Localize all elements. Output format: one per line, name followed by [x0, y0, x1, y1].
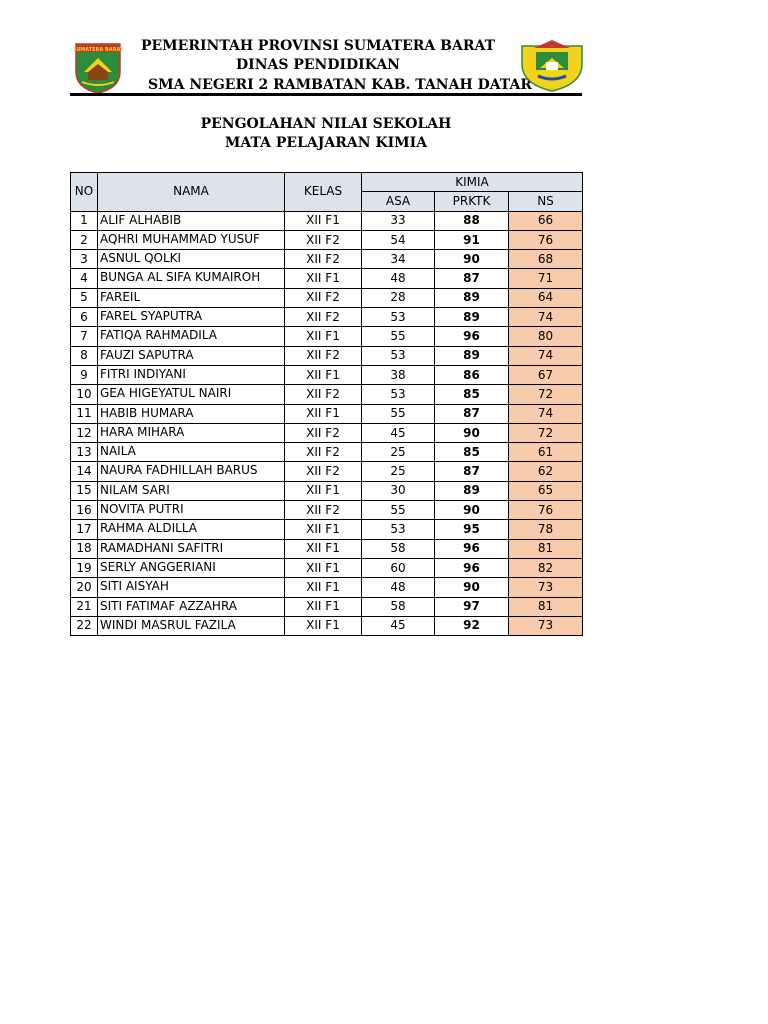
row-nama: GEA HIGEYATUL NAIRI	[98, 385, 285, 404]
header-kelas: KELAS	[285, 173, 362, 212]
row-kelas: XII F1	[285, 365, 362, 384]
row-prktk: 90	[435, 578, 509, 597]
table-row	[71, 346, 583, 365]
row-prktk: 88	[435, 211, 509, 230]
row-nama: ASNUL QOLKI	[98, 250, 285, 269]
row-prktk: 90	[435, 250, 509, 269]
table-row	[71, 539, 583, 558]
header-kimia-group: KIMIA	[362, 173, 583, 192]
row-asa: 53	[362, 308, 435, 327]
row-asa: 45	[362, 423, 435, 442]
logo-lettering: SUMATERA BARAT	[74, 47, 122, 53]
table-row	[71, 308, 583, 327]
row-no: 14	[71, 462, 98, 481]
header-no: NO	[71, 173, 98, 212]
row-kelas: XII F1	[285, 481, 362, 500]
row-no: 16	[71, 501, 98, 520]
row-asa: 60	[362, 558, 435, 577]
row-kelas: XII F2	[285, 501, 362, 520]
table-row	[71, 558, 583, 577]
row-no: 15	[71, 481, 98, 500]
row-nama: NAILA	[98, 443, 285, 462]
row-kelas: XII F1	[285, 327, 362, 346]
row-ns: 81	[509, 539, 583, 558]
row-ns: 72	[509, 385, 583, 404]
row-ns: 74	[509, 404, 583, 423]
table-row	[71, 269, 583, 288]
row-asa: 53	[362, 385, 435, 404]
row-no: 4	[71, 269, 98, 288]
row-nama: NOVITA PUTRI	[98, 501, 285, 520]
table-row	[71, 597, 583, 616]
row-prktk: 97	[435, 597, 509, 616]
row-prktk: 89	[435, 346, 509, 365]
row-ns: 80	[509, 327, 583, 346]
row-prktk: 91	[435, 230, 509, 249]
row-kelas: XII F2	[285, 250, 362, 269]
row-ns: 72	[509, 423, 583, 442]
row-prktk: 96	[435, 539, 509, 558]
row-ns: 81	[509, 597, 583, 616]
row-kelas: XII F1	[285, 539, 362, 558]
row-nama: SITI FATIMAF AZZAHRA	[98, 597, 285, 616]
row-nama: AQHRI MUHAMMAD YUSUF	[98, 230, 285, 249]
row-prktk: 87	[435, 404, 509, 423]
row-kelas: XII F2	[285, 230, 362, 249]
row-asa: 25	[362, 443, 435, 462]
row-ns: 76	[509, 501, 583, 520]
row-ns: 65	[509, 481, 583, 500]
row-asa: 55	[362, 501, 435, 520]
row-asa: 33	[362, 211, 435, 230]
row-no: 2	[71, 230, 98, 249]
row-prktk: 87	[435, 269, 509, 288]
row-nama: FAUZI SAPUTRA	[98, 346, 285, 365]
row-prktk: 90	[435, 423, 509, 442]
row-no: 3	[71, 250, 98, 269]
row-ns: 62	[509, 462, 583, 481]
row-nama: BUNGA AL SIFA KUMAIROH	[98, 269, 285, 288]
row-no: 21	[71, 597, 98, 616]
row-nama: SITI AISYAH	[98, 578, 285, 597]
row-asa: 58	[362, 539, 435, 558]
row-ns: 74	[509, 308, 583, 327]
grades-table	[70, 172, 583, 636]
row-asa: 48	[362, 578, 435, 597]
row-kelas: XII F1	[285, 211, 362, 230]
header-asa: ASA	[362, 192, 435, 211]
row-asa: 55	[362, 327, 435, 346]
row-nama: FAREIL	[98, 288, 285, 307]
table-row	[71, 230, 583, 249]
table-row	[71, 443, 583, 462]
row-kelas: XII F2	[285, 308, 362, 327]
row-no: 18	[71, 539, 98, 558]
row-no: 22	[71, 616, 98, 635]
row-kelas: XII F2	[285, 423, 362, 442]
row-asa: 53	[362, 520, 435, 539]
row-kelas: XII F1	[285, 558, 362, 577]
header-nama: NAMA	[98, 173, 285, 212]
row-prktk: 85	[435, 385, 509, 404]
row-kelas: XII F2	[285, 443, 362, 462]
letterhead	[70, 36, 582, 96]
row-ns: 73	[509, 578, 583, 597]
table-row	[71, 327, 583, 346]
row-no: 7	[71, 327, 98, 346]
row-prktk: 90	[435, 501, 509, 520]
row-nama: NILAM SARI	[98, 481, 285, 500]
row-no: 1	[71, 211, 98, 230]
row-no: 20	[71, 578, 98, 597]
row-asa: 55	[362, 404, 435, 423]
row-ns: 64	[509, 288, 583, 307]
row-ns: 61	[509, 443, 583, 462]
table-row	[71, 250, 583, 269]
row-asa: 53	[362, 346, 435, 365]
table-row	[71, 404, 583, 423]
row-asa: 45	[362, 616, 435, 635]
row-nama: FITRI INDIYANI	[98, 365, 285, 384]
row-no: 5	[71, 288, 98, 307]
row-nama: SERLY ANGGERIANI	[98, 558, 285, 577]
table-row	[71, 616, 583, 635]
row-asa: 25	[362, 462, 435, 481]
row-nama: ALIF ALHABIB	[98, 211, 285, 230]
row-nama: HABIB HUMARA	[98, 404, 285, 423]
row-kelas: XII F1	[285, 404, 362, 423]
row-kelas: XII F1	[285, 597, 362, 616]
row-nama: NAURA FADHILLAH BARUS	[98, 462, 285, 481]
row-kelas: XII F2	[285, 288, 362, 307]
row-no: 13	[71, 443, 98, 462]
row-prktk: 89	[435, 481, 509, 500]
table-row	[71, 462, 583, 481]
row-no: 10	[71, 385, 98, 404]
row-prktk: 87	[435, 462, 509, 481]
row-no: 9	[71, 365, 98, 384]
header-prktk: PRKTK	[435, 192, 509, 211]
table-row	[71, 520, 583, 539]
row-asa: 28	[362, 288, 435, 307]
table-row	[71, 385, 583, 404]
row-no: 6	[71, 308, 98, 327]
row-ns: 67	[509, 365, 583, 384]
row-prktk: 89	[435, 288, 509, 307]
row-no: 17	[71, 520, 98, 539]
document-title: PENGOLAHAN NILAI SEKOLAH	[200, 116, 452, 132]
row-asa: 54	[362, 230, 435, 249]
row-no: 19	[71, 558, 98, 577]
row-kelas: XII F2	[285, 462, 362, 481]
table-row	[71, 481, 583, 500]
row-ns: 73	[509, 616, 583, 635]
row-prktk: 95	[435, 520, 509, 539]
row-ns: 78	[509, 520, 583, 539]
row-kelas: XII F1	[285, 578, 362, 597]
row-no: 12	[71, 423, 98, 442]
row-ns: 74	[509, 346, 583, 365]
row-prktk: 96	[435, 327, 509, 346]
row-prktk: 89	[435, 308, 509, 327]
department-name: DINAS PENDIDIKAN	[236, 57, 400, 73]
row-asa: 34	[362, 250, 435, 269]
row-nama: FATIQA RAHMADILA	[98, 327, 285, 346]
row-no: 11	[71, 404, 98, 423]
government-name: PEMERINTAH PROVINSI SUMATERA BARAT	[140, 38, 496, 54]
table-row	[71, 501, 583, 520]
row-kelas: XII F1	[285, 520, 362, 539]
row-nama: FAREL SYAPUTRA	[98, 308, 285, 327]
table-row	[71, 578, 583, 597]
row-nama: HARA MIHARA	[98, 423, 285, 442]
table-row	[71, 365, 583, 384]
letterhead-divider	[70, 93, 582, 96]
row-ns: 82	[509, 558, 583, 577]
row-kelas: XII F2	[285, 385, 362, 404]
row-no: 8	[71, 346, 98, 365]
row-ns: 66	[509, 211, 583, 230]
school-emblem-logo	[518, 38, 586, 92]
row-asa: 30	[362, 481, 435, 500]
row-prktk: 92	[435, 616, 509, 635]
row-nama: WINDI MASRUL FAZILA	[98, 616, 285, 635]
row-asa: 48	[362, 269, 435, 288]
row-nama: RAHMA ALDILLA	[98, 520, 285, 539]
school-name: SMA NEGERI 2 RAMBATAN KAB. TANAH DATAR	[148, 77, 532, 93]
document-subtitle: MATA PELAJARAN KIMIA	[224, 135, 428, 151]
table-row	[71, 423, 583, 442]
row-prktk: 86	[435, 365, 509, 384]
header-ns: NS	[509, 192, 583, 211]
row-ns: 76	[509, 230, 583, 249]
table-row	[71, 288, 583, 307]
row-kelas: XII F1	[285, 269, 362, 288]
row-ns: 71	[509, 269, 583, 288]
row-kelas: XII F2	[285, 346, 362, 365]
row-asa: 58	[362, 597, 435, 616]
row-prktk: 85	[435, 443, 509, 462]
row-ns: 68	[509, 250, 583, 269]
row-kelas: XII F1	[285, 616, 362, 635]
row-prktk: 96	[435, 558, 509, 577]
table-row	[71, 211, 583, 230]
row-nama: RAMADHANI SAFITRI	[98, 539, 285, 558]
row-asa: 38	[362, 365, 435, 384]
